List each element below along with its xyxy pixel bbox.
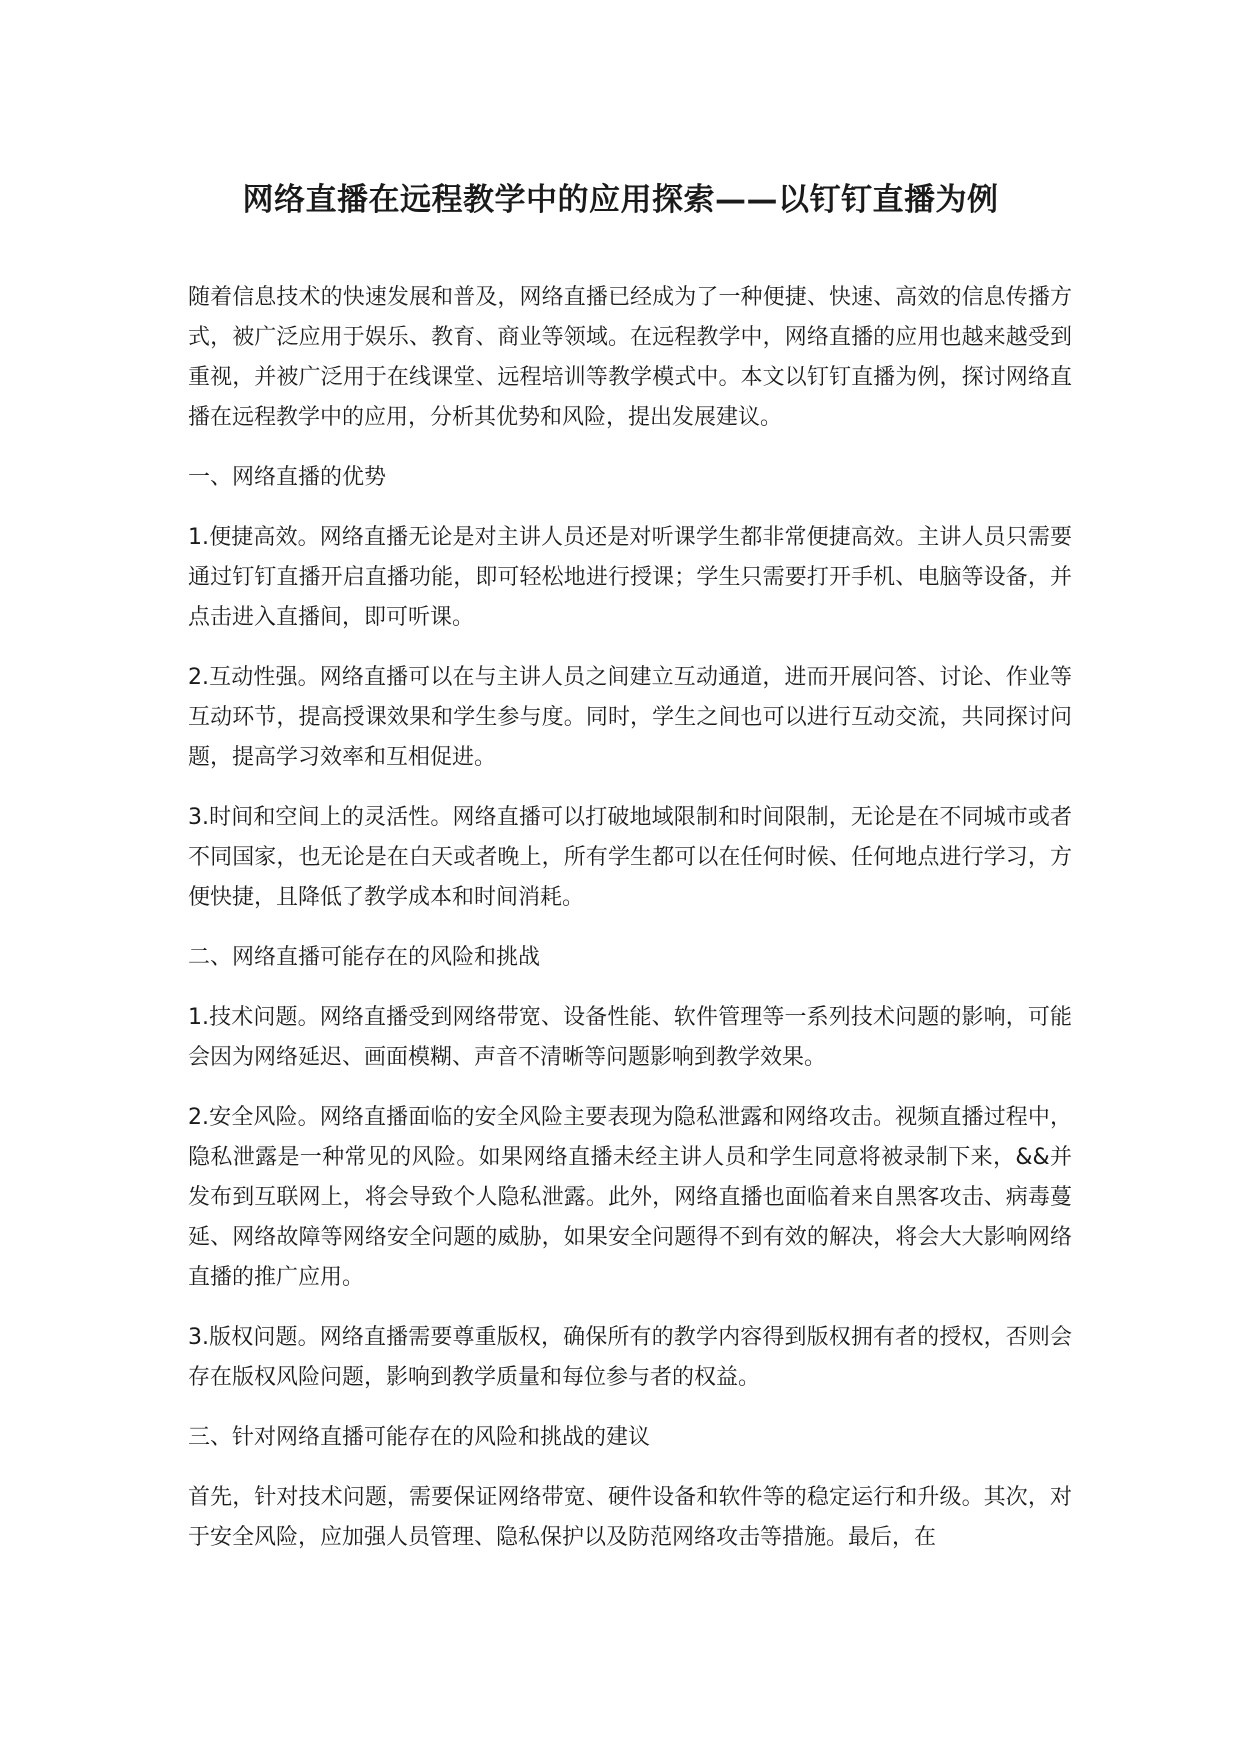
paragraph-copyright-issues: 3.版权问题。网络直播需要尊重版权，确保所有的教学内容得到版权拥有者的授权，否则会存在版权风险问题，影响到教学质量和每位参与者的权益。 — [188, 1325, 1072, 1390]
document-body — [188, 278, 1072, 1578]
paragraph-security-risks: 2.安全风险。网络直播面临的安全风险主要表现为隐私泄露和网络攻击。视频直播过程中，隐私泄露是一种常见的风险。如果网络直播未经主讲人员和学生同意将被录制下来，&&并发布到互联网上，将会导致个人隐私泄露。此外，网络直播也面临着来自黑客攻击、病毒蔓延、网络故障等网络安全问题的威胁，如果安全问题得不到有效的解决，将会大大影响网络直播的推广应用。 — [188, 1105, 1072, 1290]
document-title: 网络直播在远程教学中的应用探索——以钉钉直播为例 — [242, 182, 999, 218]
paragraph-flexibility: 3.时间和空间上的灵活性。网络直播可以打破地域限制和时间限制，无论是在不同城市或者不同国家，也无论是在白天或者晚上，所有学生都可以在任何时候、任何地点进行学习，方便快捷，且降低了教学成本和时间消耗。 — [188, 805, 1072, 910]
section-heading-advantages: 一、网络直播的优势 — [188, 465, 387, 490]
section-heading-risks: 二、网络直播可能存在的风险和挑战 — [188, 945, 541, 970]
intro-paragraph: 随着信息技术的快速发展和普及，网络直播已经成为了一种便捷、快速、高效的信息传播方式，被广泛应用于娱乐、教育、商业等领域。在远程教学中，网络直播的应用也越来越受到重视，并被广泛用于在线课堂、远程培训等教学模式中。本文以钉钉直播为例，探讨网络直播在远程教学中的应用，分析其优势和风险，提出发展建议。 — [188, 285, 1072, 430]
section-heading-suggestions: 三、针对网络直播可能存在的风险和挑战的建议 — [188, 1425, 651, 1450]
paragraph-interactivity: 2.互动性强。网络直播可以在与主讲人员之间建立互动通道，进而开展问答、讨论、作业等互动环节，提高授课效果和学生参与度。同时，学生之间也可以进行互动交流，共同探讨问题，提高学习效率和互相促进。 — [188, 665, 1072, 770]
paragraph-technical-issues: 1.技术问题。网络直播受到网络带宽、设备性能、软件管理等一系列技术问题的影响，可能会因为网络延迟、画面模糊、声音不清晰等问题影响到教学效果。 — [188, 1005, 1072, 1070]
paragraph-convenience: 1.便捷高效。网络直播无论是对主讲人员还是对听课学生都非常便捷高效。主讲人员只需要通过钉钉直播开启直播功能，即可轻松地进行授课；学生只需要打开手机、电脑等设备，并点击进入直播间，即可听课。 — [188, 525, 1072, 630]
paragraph-suggestions: 首先，针对技术问题，需要保证网络带宽、硬件设备和软件等的稳定运行和升级。其次，对于安全风险，应加强人员管理、隐私保护以及防范网络攻击等措施。最后，在 — [188, 1485, 1072, 1550]
